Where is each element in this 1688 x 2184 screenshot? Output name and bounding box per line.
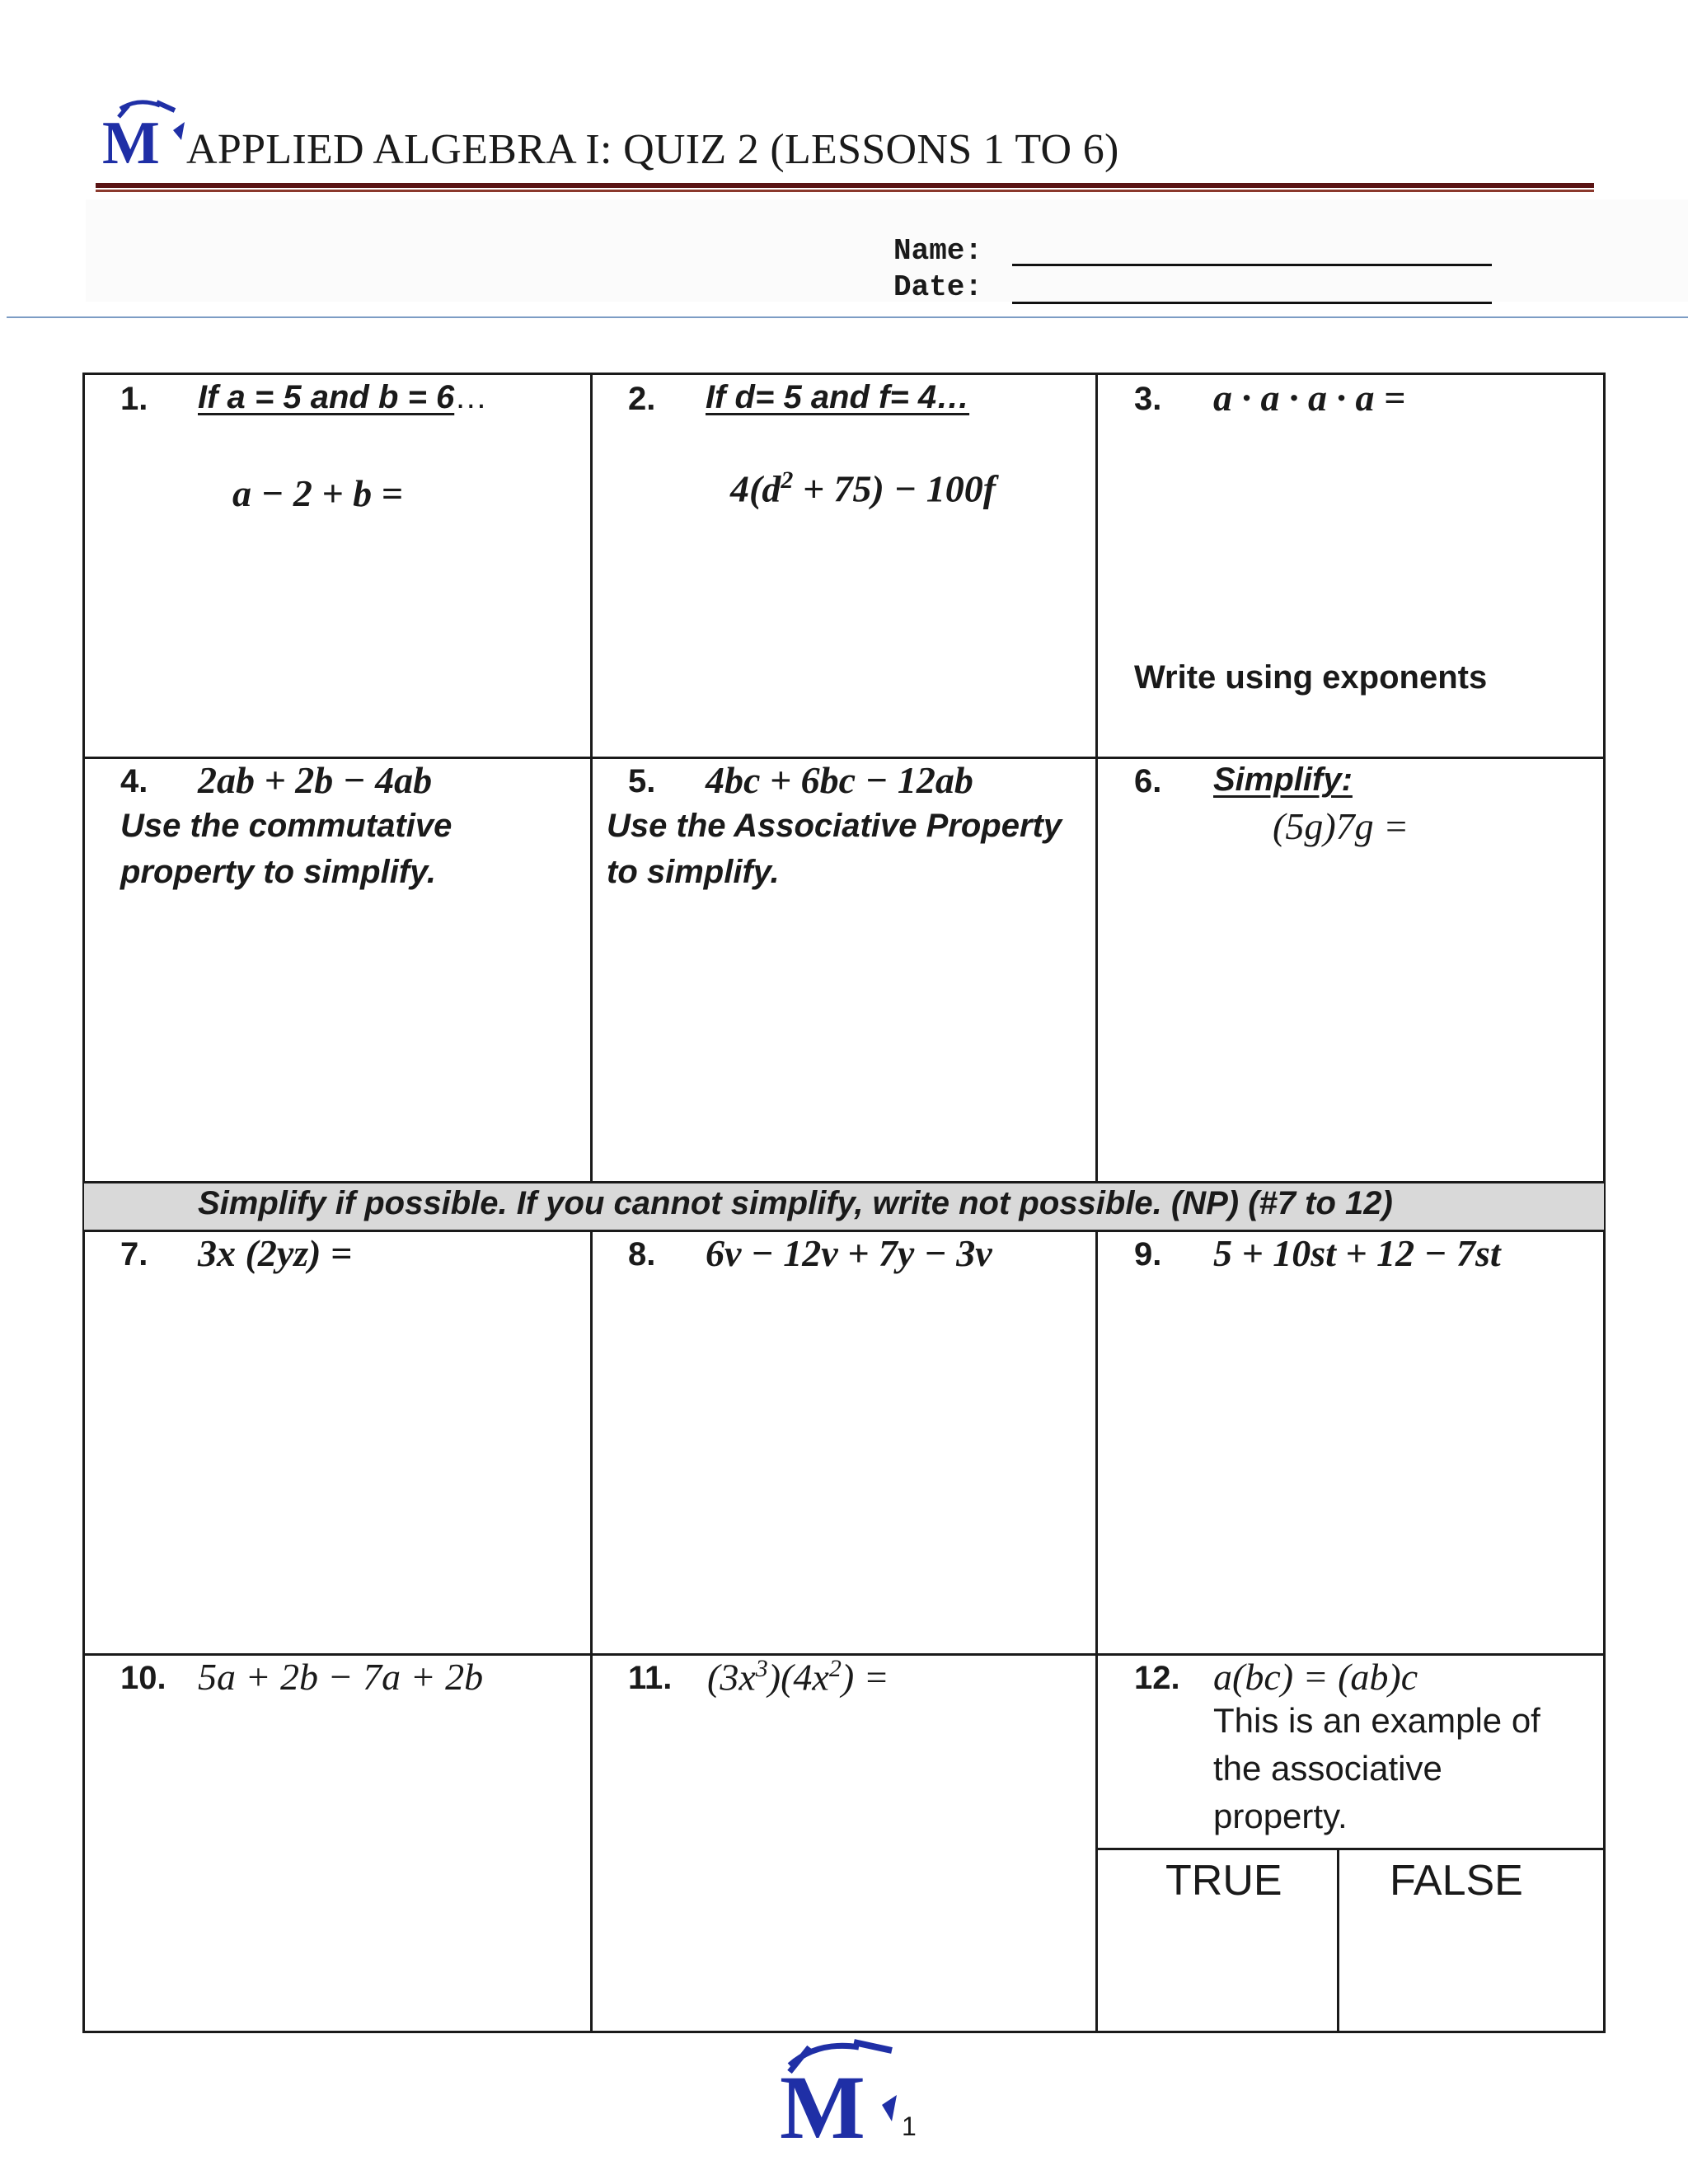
- problem-8-number: 8.: [628, 1236, 656, 1272]
- problem-4-number: 4.: [120, 763, 148, 799]
- header-rule: [96, 183, 1594, 188]
- problem-4-instruction-2: property to simplify.: [120, 854, 437, 890]
- name-date-band: [86, 199, 1688, 302]
- instructions-banner-text: Simplify if possible. If you cannot simplify, write not possible. (NP) (#7 to 12): [198, 1185, 1393, 1221]
- problem-10-number: 10.: [120, 1660, 166, 1696]
- true-option[interactable]: TRUE: [1165, 1857, 1282, 1905]
- problem-3-expression: a · a · a · a =: [1213, 377, 1406, 419]
- problem-1-prompt: If a = 5 and b = 6…: [198, 379, 488, 415]
- school-logo: [96, 97, 186, 176]
- problem-10-expression: 5a + 2b − 7a + 2b: [198, 1656, 484, 1698]
- problem-4-instruction-1: Use the commutative: [120, 808, 452, 844]
- problem-4-expression: 2ab + 2b − 4ab: [198, 759, 433, 801]
- problem-6-number: 6.: [1134, 763, 1162, 799]
- true-false-line: [1095, 1848, 1606, 1850]
- page-number: 1: [902, 2111, 917, 2141]
- problem-6-expression: (5g)7g =: [1273, 805, 1409, 847]
- grid-border-top: [82, 373, 1606, 375]
- problem-12-statement-1: This is an example of: [1213, 1701, 1540, 1740]
- problem-11-number: 11.: [628, 1660, 673, 1696]
- header-rule-accent: [96, 190, 1594, 192]
- problem-3-number: 3.: [1134, 381, 1162, 417]
- problem-8-expression: 6v − 12v + 7y − 3v: [706, 1232, 992, 1274]
- problem-12-number: 12.: [1134, 1660, 1180, 1696]
- footer-logo: [768, 2032, 900, 2148]
- footer-logo-letter: M: [780, 2057, 865, 2148]
- problem-1-number: 1.: [120, 381, 148, 417]
- name-field[interactable]: [1012, 264, 1492, 266]
- problem-2-number: 2.: [628, 381, 656, 417]
- problem-12-statement-2: the associative: [1213, 1749, 1442, 1788]
- problem-7-number: 7.: [120, 1236, 148, 1272]
- header-divider: [7, 316, 1688, 318]
- grid-row-line-2: [82, 1181, 1606, 1183]
- false-option[interactable]: FALSE: [1390, 1857, 1523, 1905]
- problem-12-expression: a(bc) = (ab)c: [1213, 1656, 1418, 1698]
- problem-9-expression: 5 + 10st + 12 − 7st: [1213, 1232, 1501, 1274]
- problem-5-instruction-1: Use the Associative Property: [607, 808, 1062, 844]
- grid-col-line-1a: [590, 373, 593, 1183]
- problem-3-note: Write using exponents: [1134, 659, 1488, 696]
- logo-letter: M: [102, 110, 160, 176]
- grid-col-line-2b: [1095, 1230, 1098, 2033]
- problem-5-expression: 4bc + 6bc − 12ab: [706, 759, 973, 801]
- problem-11-expression: $(3x^3)(4x^2)$ =: [707, 1655, 889, 1699]
- grid-col-line-2a: [1095, 373, 1098, 1183]
- problem-6-label: Simplify:: [1213, 762, 1353, 798]
- problem-12-statement-3: property.: [1213, 1797, 1348, 1835]
- problem-5-number: 5.: [628, 763, 656, 799]
- date-label: Date:: [893, 270, 983, 304]
- page-title: APPLIED ALGEBRA I: QUIZ 2 (LESSONS 1 TO 6): [186, 126, 1119, 173]
- name-label: Name:: [893, 234, 983, 268]
- problem-2-expression: $4(d^2 + 75) - 100f$: [730, 466, 996, 510]
- problem-7-expression: 3x (2yz) =: [198, 1232, 353, 1274]
- grid-col-line-1b: [590, 1230, 593, 2033]
- date-field[interactable]: [1012, 302, 1492, 304]
- problem-9-number: 9.: [1134, 1236, 1162, 1272]
- problem-1-expression: a − 2 + b =: [232, 472, 403, 514]
- true-false-divider: [1337, 1848, 1339, 2033]
- problem-2-prompt: If d= 5 and f= 4…: [706, 379, 970, 415]
- problem-5-instruction-2: to simplify.: [607, 854, 780, 890]
